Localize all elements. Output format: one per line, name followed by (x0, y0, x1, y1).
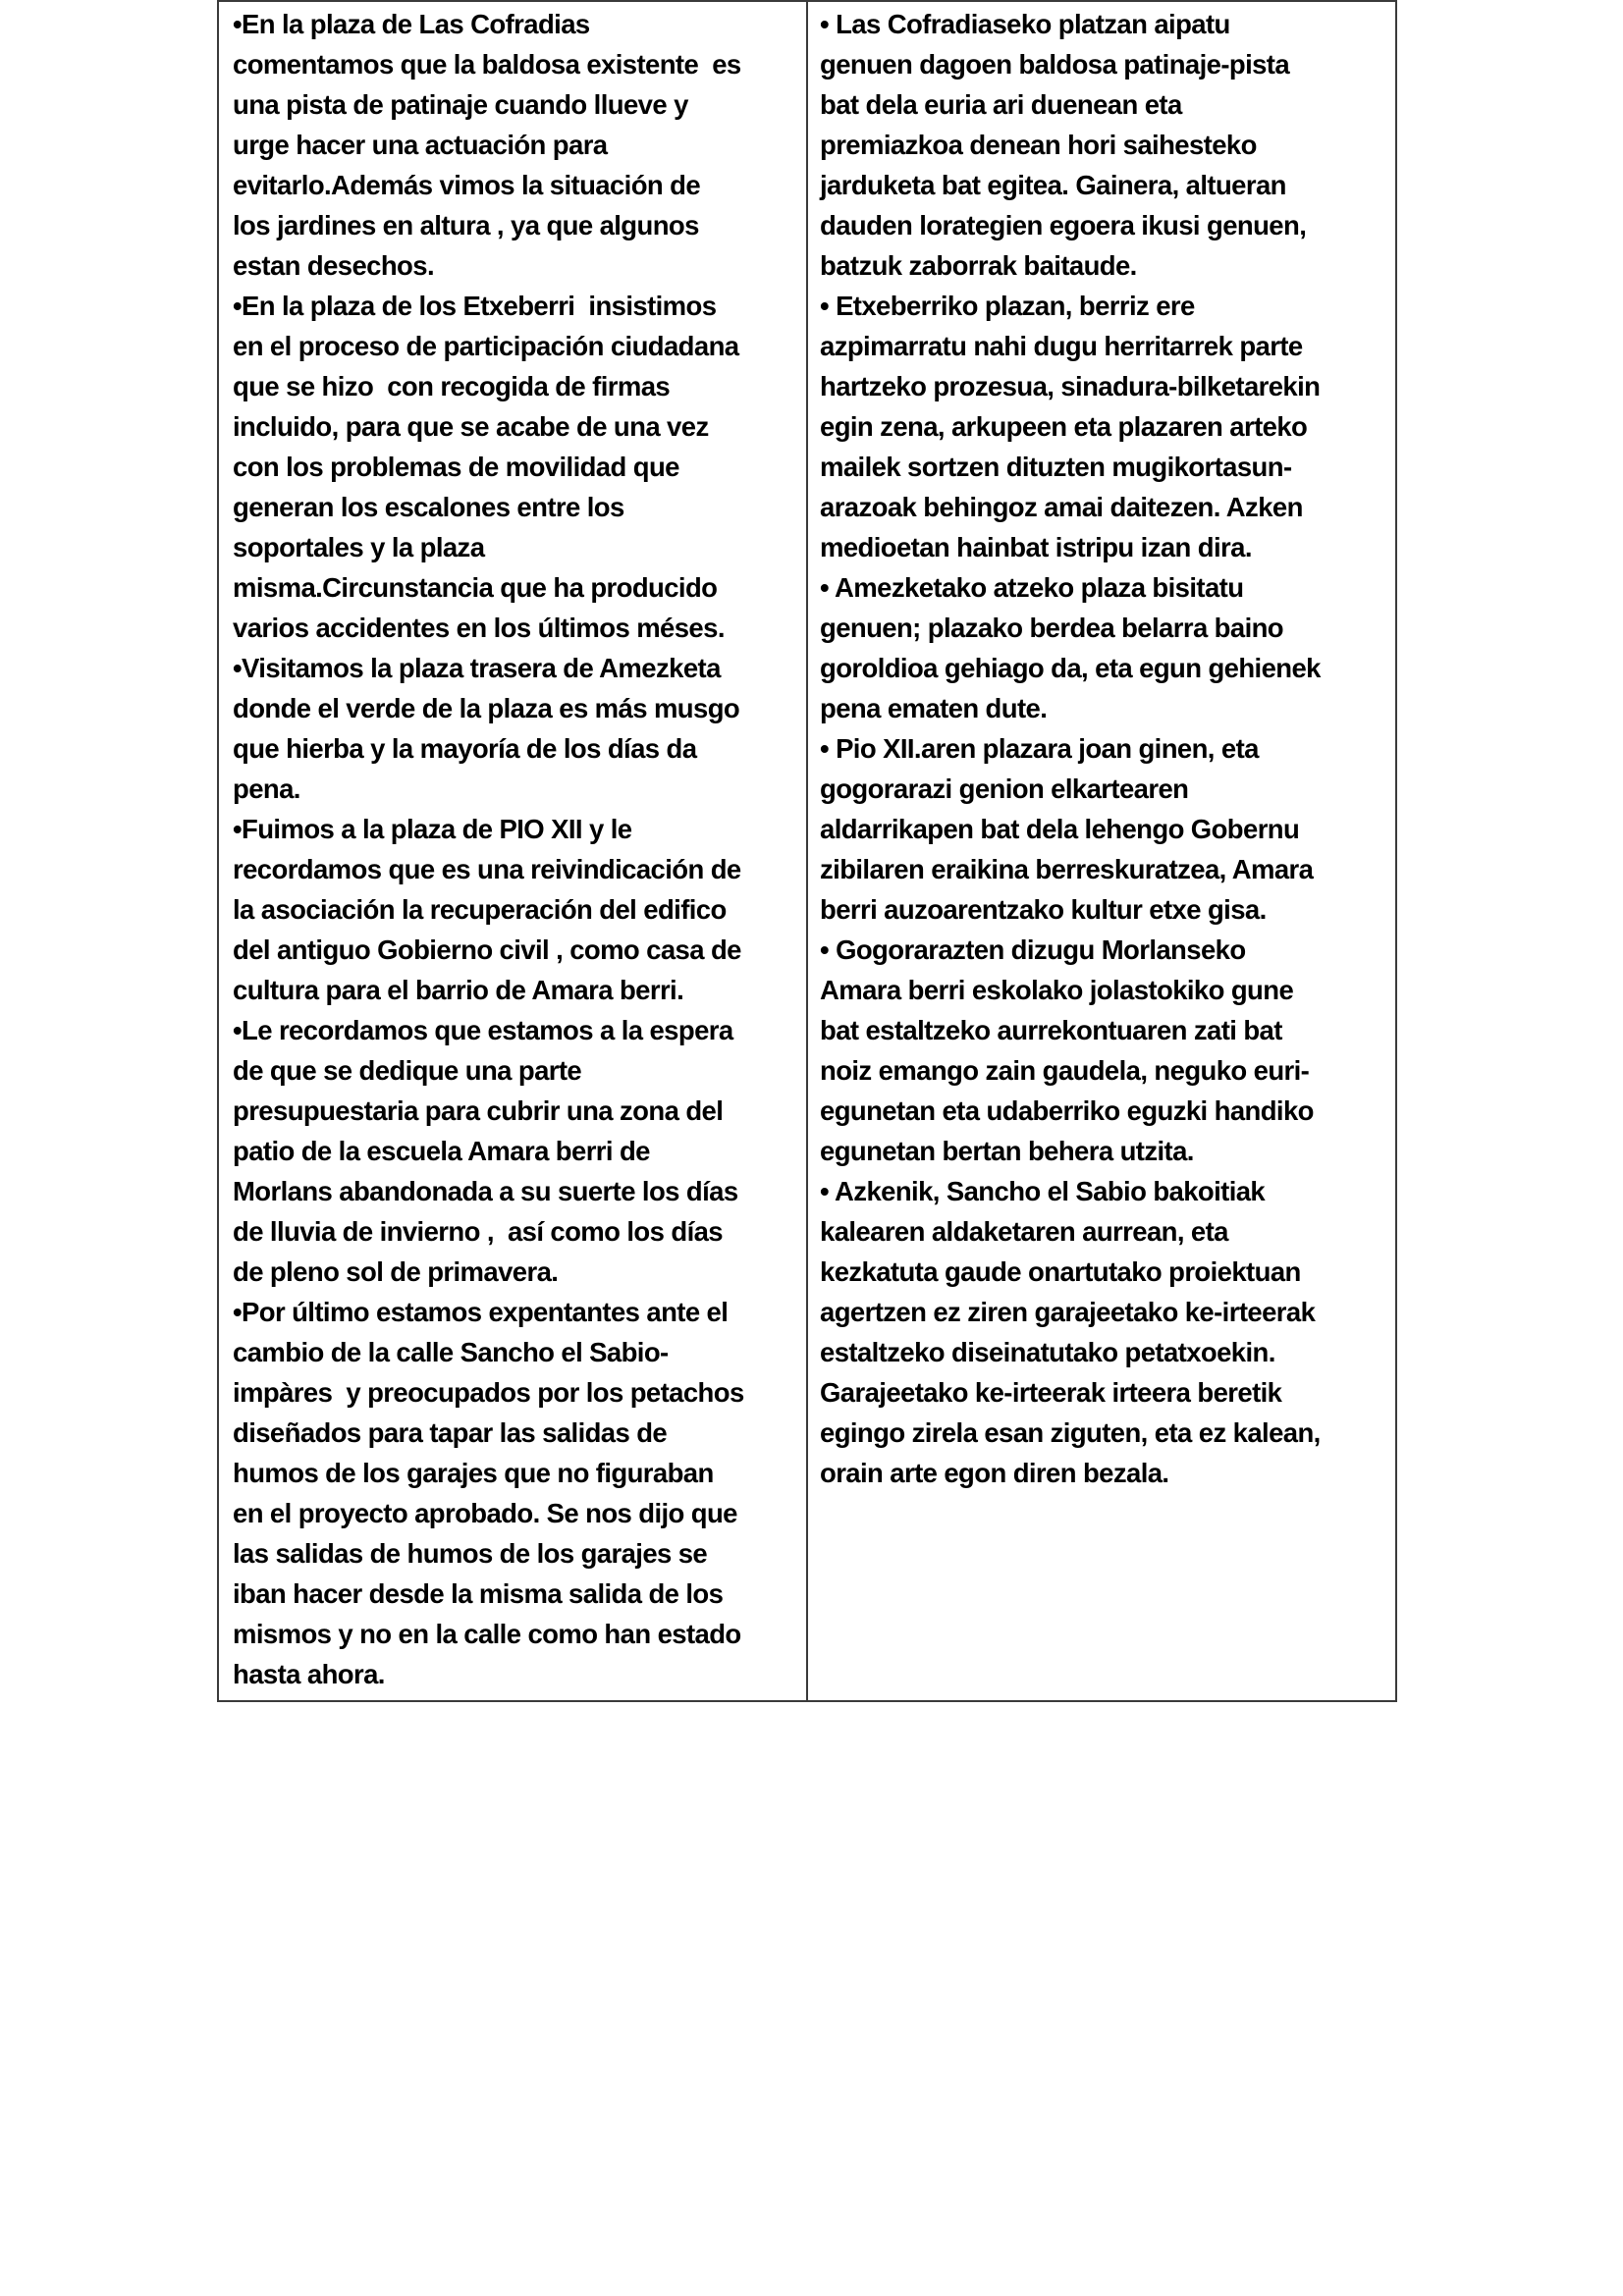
text-line: genuen dagoen baldosa patinaje-pista (820, 49, 1290, 80)
text-line: generan los escalones entre los (233, 492, 624, 522)
text-line: presupuestaria para cubrir una zona del (233, 1095, 724, 1126)
text-line: estaltzeko diseinatutako petatxoekin. (820, 1337, 1275, 1367)
text-line: •Visitamos la plaza trasera de Amezketa (233, 653, 721, 683)
bullet-paragraph (233, 809, 796, 1010)
text-line: bat estaltzeko aurrekontuaren zati bat (820, 1015, 1282, 1045)
text-line: aldarrikapen bat dela lehengo Gobernu (820, 814, 1300, 844)
bullet-paragraph (233, 1010, 796, 1292)
text-line: la asociación la recuperación del edifico (233, 894, 727, 925)
bullet-paragraph (820, 728, 1387, 930)
text-line: incluido, para que se acabe de una vez (233, 411, 709, 442)
text-line: donde el verde de la plaza es más musgo (233, 693, 740, 723)
text-line: en el proyecto aprobado. Se nos dijo que (233, 1498, 737, 1528)
bullet-paragraph (820, 567, 1387, 728)
text-line: kalearen aldaketaren aurrean, eta (820, 1216, 1228, 1247)
bullet-paragraph (820, 1171, 1387, 1493)
text-line: recordamos que es una reivindicación de (233, 854, 741, 884)
bullet-paragraph (233, 648, 796, 809)
text-line: impàres y preocupados por los petachos (233, 1377, 744, 1408)
text-line: kezkatuta gaude onartutako proiektuan (820, 1256, 1301, 1287)
text-line: hartzeko prozesua, sinadura-bilketarekin (820, 371, 1321, 401)
text-line: pena ematen dute. (820, 693, 1048, 723)
text-line: dauden lorategien egoera ikusi genuen, (820, 210, 1307, 240)
text-line: •Le recordamos que estamos a la espera (233, 1015, 733, 1045)
text-line: •Por último estamos expentantes ante el (233, 1297, 729, 1327)
text-line: estan desechos. (233, 250, 434, 281)
text-line: agertzen ez ziren garajeetako ke-irteerak (820, 1297, 1316, 1327)
text-line: • Pio XII.aren plazara joan ginen, eta (820, 733, 1259, 764)
bullet-paragraph (233, 4, 796, 286)
text-line: bat dela euria ari duenean eta (820, 89, 1182, 120)
text-line: misma.Circunstancia que ha producido (233, 572, 718, 603)
text-line: cultura para el barrio de Amara berri. (233, 975, 684, 1005)
text-line: con los problemas de movilidad que (233, 452, 679, 482)
text-line: Amara berri eskolako jolastokiko gune (820, 975, 1294, 1005)
text-line: cambio de la calle Sancho el Sabio- (233, 1337, 669, 1367)
text-line: que se hizo con recogida de firmas (233, 371, 671, 401)
text-line: jarduketa bat egitea. Gainera, altueran (820, 170, 1286, 200)
text-line: medioetan hainbat istripu izan dira. (820, 532, 1252, 562)
text-line: diseñados para tapar las salidas de (233, 1417, 668, 1448)
text-line: comentamos que la baldosa existente es (233, 49, 741, 80)
bullet-paragraph (820, 4, 1387, 286)
bullet-paragraph (820, 930, 1387, 1171)
text-line: mailek sortzen dituzten mugikortasun- (820, 452, 1292, 482)
text-line: hasta ahora. (233, 1659, 385, 1689)
text-line: urge hacer una actuación para (233, 130, 608, 160)
text-line: egunetan bertan behera utzita. (820, 1136, 1194, 1166)
text-line: del antiguo Gobierno civil , como casa de (233, 934, 741, 965)
text-line: de lluvia de invierno , así como los días (233, 1216, 723, 1247)
text-line: Morlans abandonada a su suerte los días (233, 1176, 738, 1206)
text-line: batzuk zaborrak baitaude. (820, 250, 1137, 281)
text-line: genuen; plazako berdea belarra baino (820, 613, 1284, 643)
text-line: iban hacer desde la misma salida de los (233, 1578, 724, 1609)
text-line: egin zena, arkupeen eta plazaren arteko (820, 411, 1308, 442)
text-line: una pista de patinaje cuando llueve y (233, 89, 688, 120)
text-line: orain arte egon diren bezala. (820, 1458, 1169, 1488)
text-line: • Amezketako atzeko plaza bisitatu (820, 572, 1244, 603)
text-line: de pleno sol de primavera. (233, 1256, 559, 1287)
text-line: zibilaren eraikina berreskuratzea, Amara (820, 854, 1314, 884)
text-line: noiz emango zain gaudela, neguko euri- (820, 1055, 1310, 1086)
text-line: soportales y la plaza (233, 532, 485, 562)
text-line: arazoak behingoz amai daitezen. Azken (820, 492, 1303, 522)
text-line: en el proceso de participación ciudadana (233, 331, 739, 361)
text-line: • Azkenik, Sancho el Sabio bakoitiak (820, 1176, 1266, 1206)
text-line: mismos y no en la calle como han estado (233, 1619, 741, 1649)
text-line: azpimarratu nahi dugu herritarrek parte (820, 331, 1303, 361)
text-line: egunetan eta udaberriko eguzki handiko (820, 1095, 1314, 1126)
text-line: •En la plaza de Las Cofradias (233, 9, 590, 39)
bullet-paragraph (233, 1292, 796, 1694)
text-line: gogorarazi genion elkartearen (820, 774, 1189, 804)
text-line: Garajeetako ke-irteerak irteera beretik (820, 1377, 1282, 1408)
bullet-paragraph (233, 286, 796, 648)
text-line: •En la plaza de los Etxeberri insistimos (233, 291, 717, 321)
text-line: de que se dedique una parte (233, 1055, 582, 1086)
text-line: goroldioa gehiago da, eta egun gehienek (820, 653, 1321, 683)
text-line: humos de los garajes que no figuraban (233, 1458, 714, 1488)
bullet-paragraph (820, 286, 1387, 567)
text-line: egingo zirela esan ziguten, eta ez kalean, (820, 1417, 1321, 1448)
text-line: evitarlo.Además vimos la situación de (233, 170, 701, 200)
text-line: pena. (233, 774, 300, 804)
text-line: varios accidentes en los últimos méses. (233, 613, 725, 643)
text-line: que hierba y la mayoría de los días da (233, 733, 697, 764)
text-line: las salidas de humos de los garajes se (233, 1538, 708, 1569)
text-line: premiazkoa denean hori saihesteko (820, 130, 1257, 160)
table-row (218, 1, 1396, 1701)
text-line: •Fuimos a la plaza de PIO XII y le (233, 814, 632, 844)
text-line: • Las Cofradiaseko platzan aipatu (820, 9, 1230, 39)
text-line: • Etxeberriko plazan, berriz ere (820, 291, 1195, 321)
spanish-column-cell (218, 1, 807, 1701)
text-line: patio de la escuela Amara berri de (233, 1136, 650, 1166)
text-line: berri auzoarentzako kultur etxe gisa. (820, 894, 1267, 925)
bilingual-table (217, 0, 1397, 1702)
text-line: • Gogorarazten dizugu Morlanseko (820, 934, 1246, 965)
basque-column-cell (807, 1, 1396, 1701)
text-line: los jardines en altura , ya que algunos (233, 210, 699, 240)
